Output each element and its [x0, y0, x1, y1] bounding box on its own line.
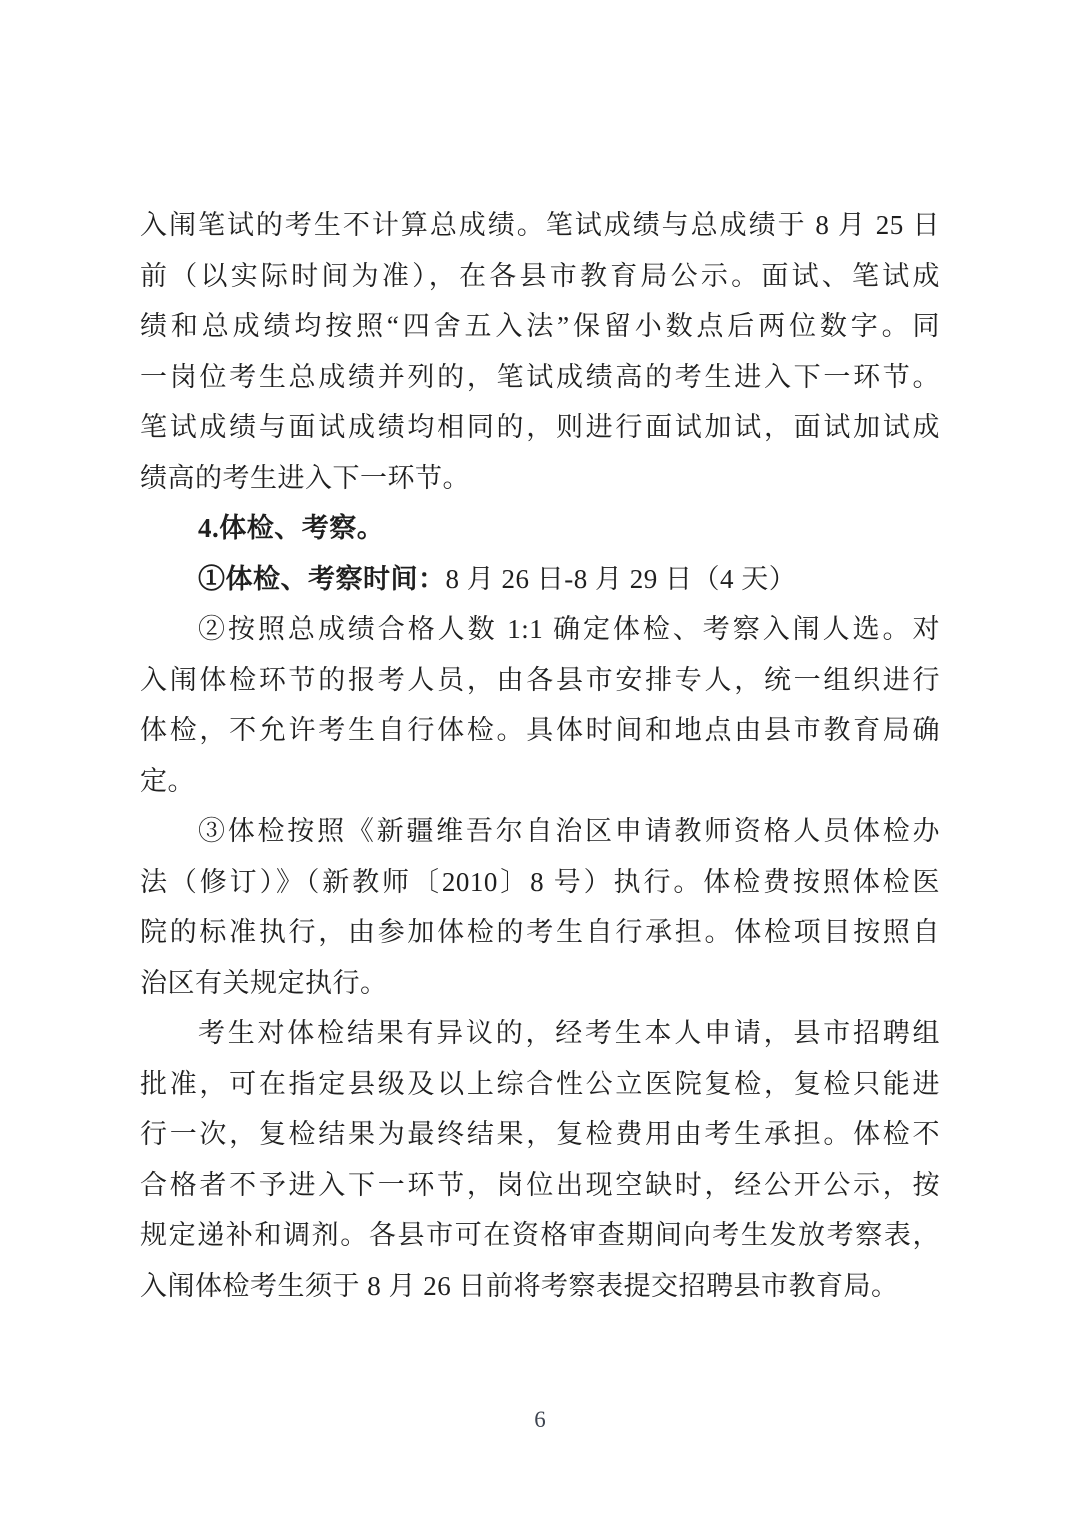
document-body — [140, 200, 940, 1311]
text-line — [140, 1008, 940, 1059]
text-line — [140, 857, 940, 908]
text-line — [140, 907, 940, 958]
text-segment: 绩和总成绩均按照“四舍五入法”保留小数点后两位数字。同 — [140, 311, 940, 341]
bold-text-segment: ①体检、考察时间： — [198, 563, 446, 594]
text-segment: 8 月 26 日-8 月 29 日（4 天） — [445, 563, 797, 594]
text-line — [140, 402, 940, 453]
text-line — [140, 756, 940, 807]
text-segment: 入闱体检环节的报考人员，由各县市安排专人，统一组织进行 — [140, 664, 940, 695]
text-segment: 行一次，复检结果为最终结果，复检费用由考生承担。体检不 — [140, 1119, 940, 1149]
text-line — [140, 1261, 940, 1312]
text-segment: 绩高的考生进入下一环节。 — [140, 462, 470, 493]
text-line — [140, 806, 940, 857]
text-segment: 规定递补和调剂。各县市可在资格审查期间向考生发放考察表， — [140, 1220, 940, 1250]
text-segment: 法（修订）》（新教师〔2010〕8 号）执行。体检费按照体检医 — [140, 866, 940, 897]
text-line — [140, 655, 940, 706]
text-line — [140, 1059, 940, 1110]
text-line — [140, 503, 940, 554]
page-number: 6 — [534, 1407, 546, 1432]
text-segment: ②按照总成绩合格人数 1:1 确定体检、考察入闱人选。对 — [198, 614, 940, 644]
text-segment: 定。 — [140, 765, 195, 796]
text-line — [140, 604, 940, 655]
bold-text-segment: 4.体检、考察。 — [198, 513, 385, 543]
text-segment: ③体检按照《新疆维吾尔自治区申请教师资格人员体检办 — [198, 816, 940, 846]
text-line — [140, 453, 940, 504]
text-line — [140, 705, 940, 756]
text-line — [140, 1109, 940, 1160]
text-segment: 院的标准执行，由参加体检的考生自行承担。体检项目按照自 — [140, 917, 940, 947]
text-line — [140, 1160, 940, 1211]
text-segment: 考生对体检结果有异议的，经考生本人申请，县市招聘组 — [198, 1018, 940, 1048]
text-segment: 入闱笔试的考生不计算总成绩。笔试成绩与总成绩于 8 月 25 日 — [140, 210, 940, 240]
text-line — [140, 251, 940, 302]
text-segment: 治区有关规定执行。 — [140, 967, 388, 998]
text-line — [140, 352, 940, 403]
text-segment: 批准，可在指定县级及以上综合性公立医院复检，复检只能进 — [140, 1068, 940, 1099]
text-segment: 入闱体检考生须于 8 月 26 日前将考察表提交招聘县市教育局。 — [140, 1270, 899, 1301]
text-line — [140, 554, 940, 605]
text-line — [140, 200, 940, 251]
text-segment: 前（以实际时间为准），在各县市教育局公示。面试、笔试成 — [140, 260, 940, 291]
text-line — [140, 958, 940, 1009]
text-segment: 合格者不予进入下一环节，岗位出现空缺时，经公开公示，按 — [140, 1169, 940, 1200]
text-segment: 笔试成绩与面试成绩均相同的，则进行面试加试，面试加试成 — [140, 412, 940, 442]
text-line — [140, 301, 940, 352]
text-segment: 体检，不允许考生自行体检。具体时间和地点由县市教育局确 — [140, 715, 940, 745]
text-segment: 一岗位考生总成绩并列的，笔试成绩高的考生进入下一环节。 — [140, 361, 940, 392]
text-line — [140, 1210, 940, 1261]
